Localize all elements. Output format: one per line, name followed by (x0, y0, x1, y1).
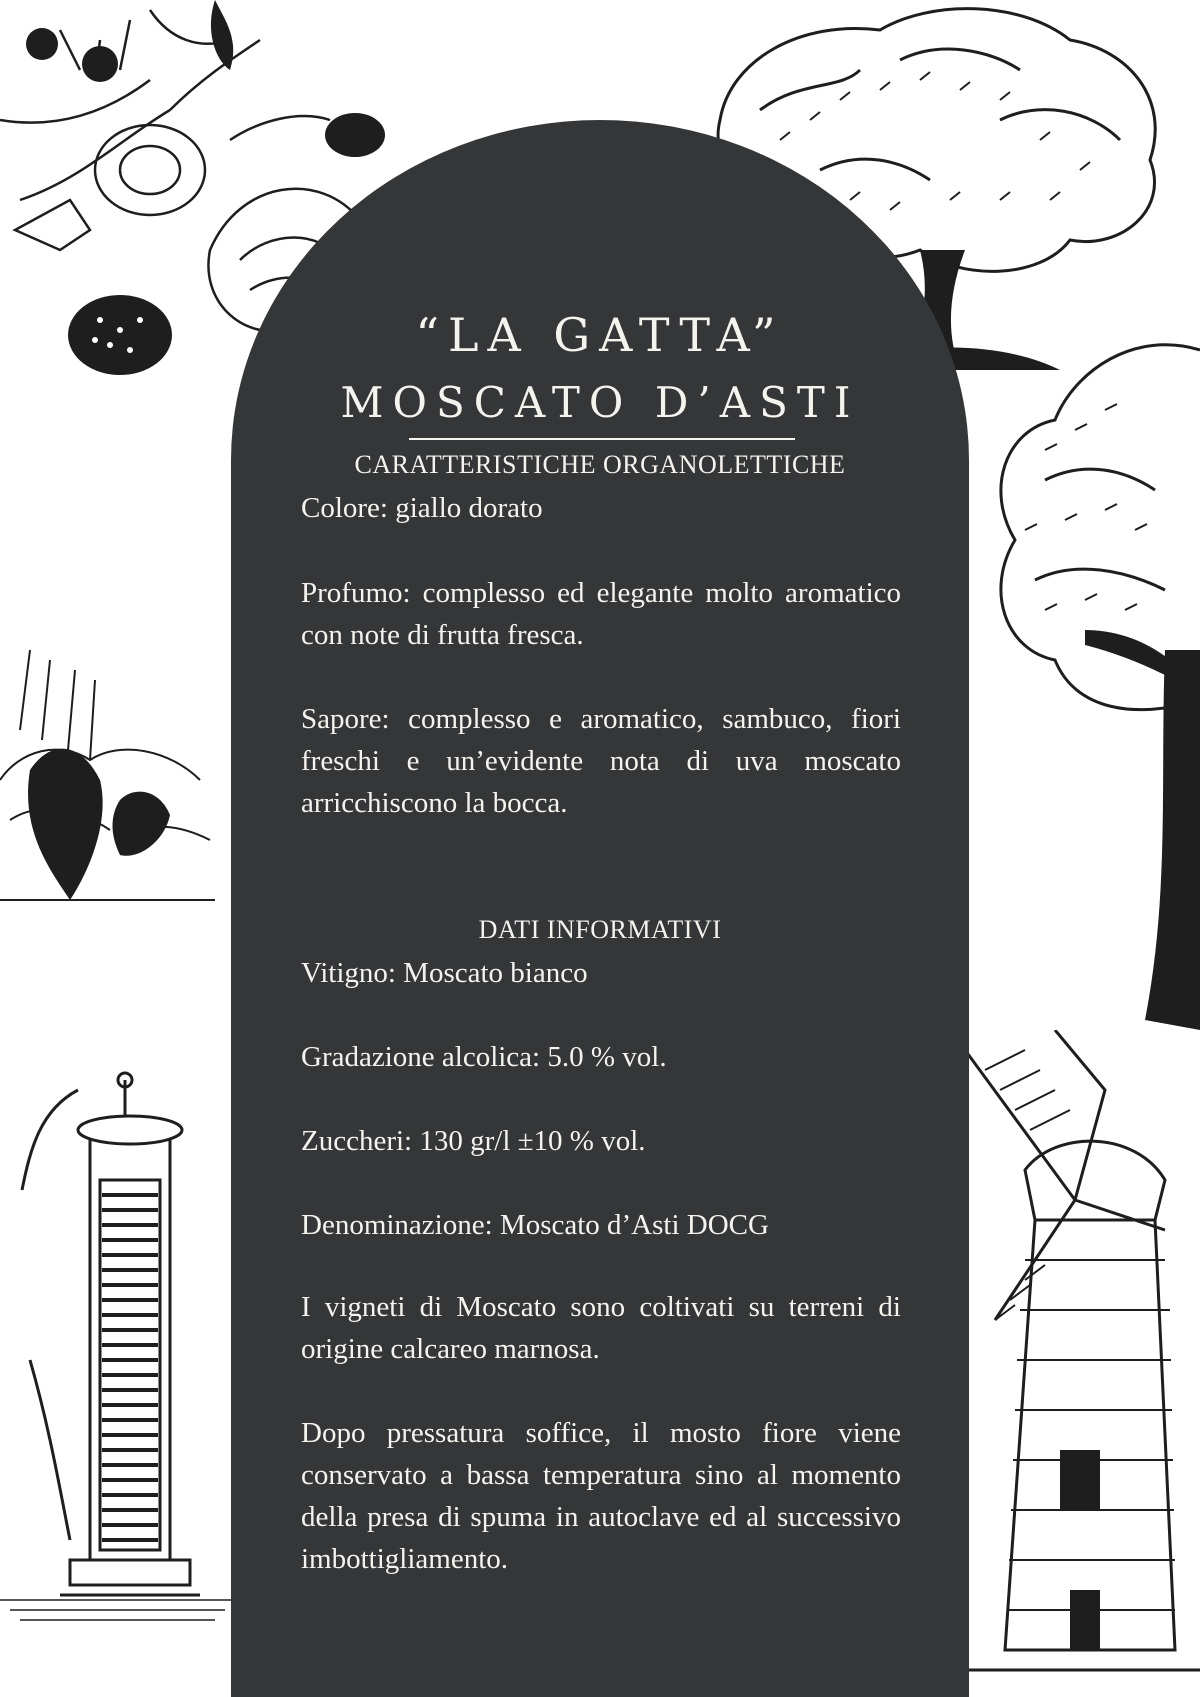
sapore-text: Sapore: complesso e aromatico, sambuco, fiori freschi e un’evidente nota di uva moscato arricchiscono la bocca. (301, 703, 901, 819)
info-heading: DATI INFORMATIVI (478, 915, 722, 944)
vigneti-text: I vigneti di Moscato sono coltivati su terreni di origine calcareo marnosa. (301, 1291, 901, 1365)
colore-text: Colore: giallo dorato (301, 492, 543, 524)
windmill-illustration (965, 1030, 1200, 1697)
denominazione-text: Denominazione: Moscato d’Asti DOCG (301, 1209, 769, 1241)
organoleptic-heading: CARATTERISTICHE ORGANOLETTICHE (354, 450, 846, 479)
oak-tree-illustration (985, 330, 1200, 1050)
voltaic-pile-illustration (0, 1070, 235, 1630)
zuccheri-text: Zuccheri: 130 gr/l ±10 % vol. (301, 1125, 646, 1157)
wine-name: “LA GATTA” (415, 308, 785, 362)
bushes-illustration (0, 640, 215, 910)
wine-type: MOSCATO D’ASTI (340, 378, 860, 427)
profumo-text: Profumo: complesso ed elegante molto aromatico con note di frutta fresca. (301, 577, 901, 651)
gradazione-text: Gradazione alcolica: 5.0 % vol. (301, 1041, 667, 1073)
arch-panel (231, 120, 969, 1697)
title-divider (409, 438, 795, 440)
vinificazione-text: Dopo pressatura soffice, il mosto fiore viene conservato a bassa temperatura sino al momento della presa di spuma in autoclave ed al successivo imbottigliamento. (301, 1417, 901, 1575)
vitigno-text: Vitigno: Moscato bianco (301, 957, 588, 989)
